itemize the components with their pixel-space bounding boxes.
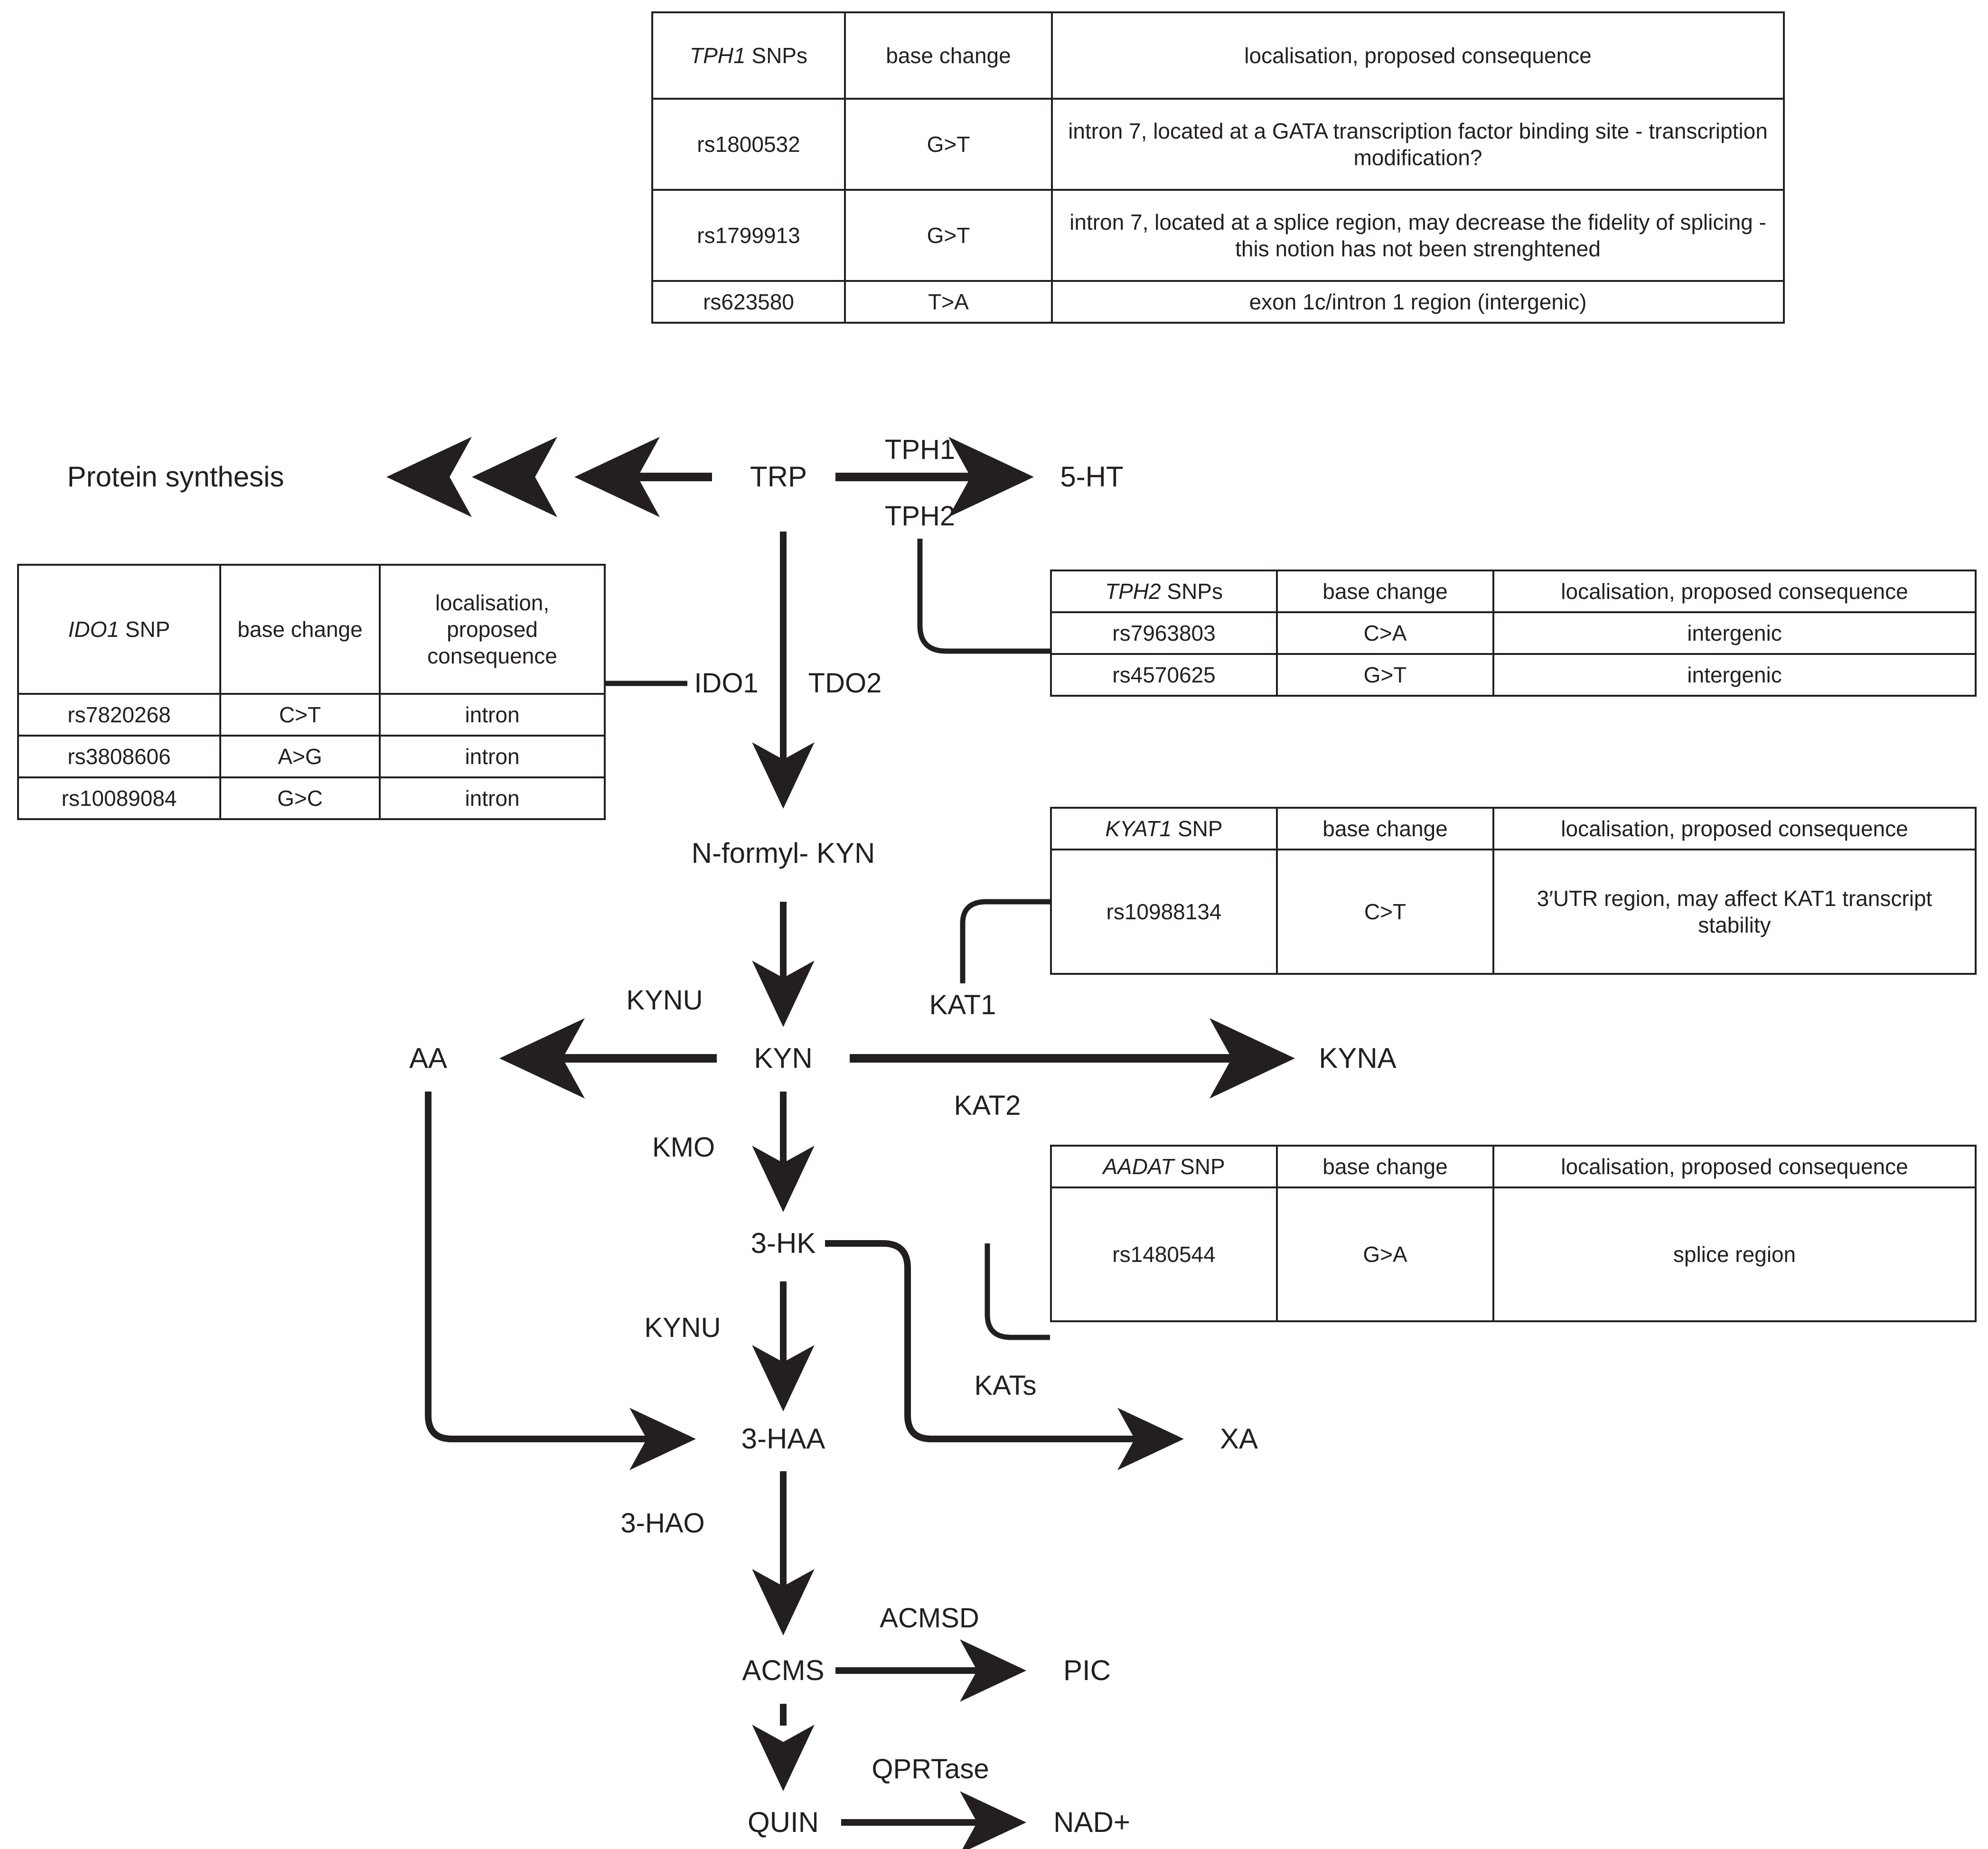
enzyme-label-tdo2: TDO2 xyxy=(808,668,882,699)
table-row xyxy=(1051,654,1976,696)
snp-id: rs4570625 xyxy=(1051,654,1277,696)
table-row xyxy=(1051,850,1976,974)
tph2-base-change-header: base change xyxy=(1277,570,1493,612)
table-header-row xyxy=(1051,1146,1976,1187)
table-header-row xyxy=(18,565,605,694)
base-change: C>T xyxy=(220,694,380,736)
tph2-snp-table xyxy=(1050,570,1977,697)
node-trp: TRP xyxy=(750,461,807,493)
enzyme-label-ido1: IDO1 xyxy=(694,668,759,699)
base-change: G>C xyxy=(220,777,380,819)
node-5ht: 5-HT xyxy=(1060,461,1124,493)
snp-id: rs10089084 xyxy=(18,777,220,819)
node-kyna: KYNA xyxy=(1319,1042,1397,1074)
aadat-snp-table xyxy=(1050,1145,1977,1322)
node-n-formyl-kyn: N-formyl- KYN xyxy=(691,837,875,869)
table-header-row xyxy=(1051,570,1976,612)
table-header-row xyxy=(1051,808,1976,850)
table-row xyxy=(18,736,605,777)
snp-id: rs623580 xyxy=(652,281,845,323)
consequence: intron xyxy=(380,694,605,736)
table-row xyxy=(1051,1187,1976,1321)
kyat1-gene-header: KYAT1 SNP xyxy=(1051,808,1277,850)
table-row xyxy=(652,281,1784,323)
tph1-consequence-header: localisation, proposed consequence xyxy=(1052,12,1784,99)
base-change: A>G xyxy=(220,736,380,777)
base-change: T>A xyxy=(845,281,1052,323)
consequence: intergenic xyxy=(1493,654,1976,696)
enzyme-label-kynu-lower: KYNU xyxy=(644,1312,721,1343)
aadat-base-change-header: base change xyxy=(1277,1146,1493,1187)
consequence: intron xyxy=(380,736,605,777)
node-3haa: 3-HAA xyxy=(741,1423,825,1455)
tph2-consequence-header: localisation, proposed consequence xyxy=(1493,570,1976,612)
aadat-gene-header: AADAT SNP xyxy=(1051,1146,1277,1187)
enzyme-label-acmsd: ACMSD xyxy=(880,1603,979,1634)
ido1-snp-table xyxy=(17,564,606,820)
consequence: exon 1c/intron 1 region (intergenic) xyxy=(1052,281,1784,323)
consequence: intron 7, located at a GATA transcription factor binding site - transcription modification? xyxy=(1052,99,1784,190)
snp-id: rs3808606 xyxy=(18,736,220,777)
node-quin: QUIN xyxy=(748,1806,819,1838)
node-acms: ACMS xyxy=(742,1654,825,1686)
enzyme-label-qprtase: QPRTase xyxy=(872,1754,989,1784)
enzyme-label-tph2: TPH2 xyxy=(884,501,956,532)
node-protein-synthesis: Protein synthesis xyxy=(67,461,284,493)
tph1-base-change-header: base change xyxy=(845,12,1052,99)
snp-id: rs7963803 xyxy=(1051,612,1277,654)
enzyme-label-kat1: KAT1 xyxy=(929,990,996,1020)
base-change: G>T xyxy=(845,190,1052,281)
node-aa: AA xyxy=(409,1042,448,1074)
node-xa: XA xyxy=(1219,1423,1258,1455)
kyat1-consequence-header: localisation, proposed consequence xyxy=(1493,808,1976,850)
snp-id: rs1800532 xyxy=(652,99,845,190)
node-nad: NAD+ xyxy=(1053,1806,1130,1838)
enzyme-label-kynu-upper: KYNU xyxy=(626,985,703,1016)
node-kyn: KYN xyxy=(754,1042,813,1074)
snp-id: rs7820268 xyxy=(18,694,220,736)
tph1-gene-header: TPH1 SNPs xyxy=(652,12,845,99)
consequence: intron 7, located at a splice region, may decrease the fidelity of splicing - this notion has not been strenghtened xyxy=(1052,190,1784,281)
enzyme-label-tph1: TPH1 xyxy=(884,434,956,465)
base-change: C>A xyxy=(1277,612,1493,654)
node-pic: PIC xyxy=(1063,1654,1111,1686)
table-header-row xyxy=(652,12,1784,99)
base-change: G>A xyxy=(1277,1187,1493,1321)
kyat1-snp-table xyxy=(1050,807,1977,975)
table-row xyxy=(1051,612,1976,654)
aadat-consequence-header: localisation, proposed consequence xyxy=(1493,1146,1976,1187)
base-change: G>T xyxy=(845,99,1052,190)
ido1-base-change-header: base change xyxy=(220,565,380,694)
node-3hk: 3-HK xyxy=(750,1227,816,1259)
tph2-gene-header: TPH2 SNPs xyxy=(1051,570,1277,612)
table-row xyxy=(652,99,1784,190)
base-change: G>T xyxy=(1277,654,1493,696)
table-row xyxy=(652,190,1784,281)
enzyme-label-3hao: 3-HAO xyxy=(620,1508,705,1539)
snp-id: rs10988134 xyxy=(1051,850,1277,974)
base-change: C>T xyxy=(1277,850,1493,974)
ido1-gene-header: IDO1 SNP xyxy=(18,565,220,694)
snp-id: rs1480544 xyxy=(1051,1187,1277,1321)
table-row xyxy=(18,694,605,736)
ido1-consequence-header: localisation, proposed consequence xyxy=(380,565,605,694)
consequence: intron xyxy=(380,777,605,819)
enzyme-label-kmo: KMO xyxy=(652,1132,715,1163)
snp-id: rs1799913 xyxy=(652,190,845,281)
enzyme-label-kats: KATs xyxy=(974,1370,1037,1401)
table-row xyxy=(18,777,605,819)
consequence: intergenic xyxy=(1493,612,1976,654)
kyat1-base-change-header: base change xyxy=(1277,808,1493,850)
tph1-snp-table xyxy=(651,11,1785,324)
consequence: 3′UTR region, may affect KAT1 transcript stability xyxy=(1493,850,1976,974)
consequence: splice region xyxy=(1493,1187,1976,1321)
enzyme-label-kat2: KAT2 xyxy=(954,1090,1021,1121)
